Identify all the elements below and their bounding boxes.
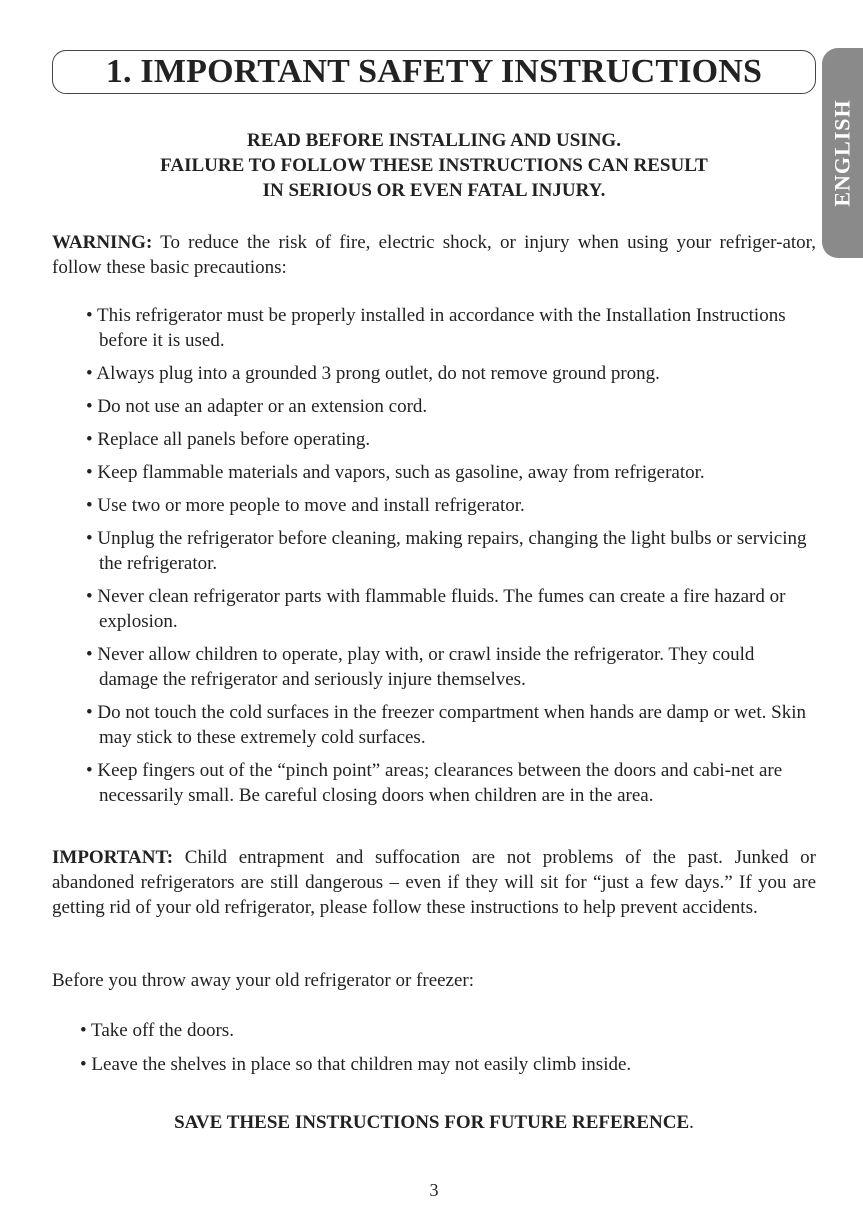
- important-text: Child entrapment and suffocation are not problems of the past. Junked or abandoned refrigerators are still dangerous – even if they will sit for “just a few days.” If you are getting rid of your old refrigerator, please follow these instructions to help prevent accidents.: [52, 847, 816, 918]
- precaution-item: • Use two or more people to move and install refrigerator.: [86, 495, 525, 516]
- read-before-line-2: FAILURE TO FOLLOW THESE INSTRUCTIONS CAN RESULT: [160, 155, 708, 176]
- precaution-item: • Keep fingers out of the “pinch point” areas; clearances between the doors and cabi-net are necessarily small. Be careful closing doors when children are in the area.: [86, 760, 783, 806]
- precaution-item: • Keep flammable materials and vapors, such as gasoline, away from refrigerator.: [86, 462, 705, 483]
- precaution-item: • Replace all panels before operating.: [86, 429, 371, 450]
- disposal-step-item: • Take off the doors.: [80, 1020, 234, 1041]
- precaution-item: • Always plug into a grounded 3 prong outlet, do not remove ground prong.: [86, 363, 660, 384]
- precaution-item: • Never clean refrigerator parts with flammable fluids. The fumes can create a fire hazard or explosion.: [86, 586, 786, 632]
- save-note-period: .: [689, 1112, 694, 1133]
- warning-label: WARNING:: [52, 232, 153, 253]
- precaution-item: • Never allow children to operate, play with, or crawl inside the refrigerator. They could damage the refrigerator and seriously injure themselves.: [86, 644, 755, 690]
- read-before-line-1: READ BEFORE INSTALLING AND USING.: [247, 130, 621, 151]
- precautions-list: [86, 303, 816, 816]
- read-before-line-3: IN SERIOUS OR EVEN FATAL INJURY.: [262, 180, 606, 201]
- warning-paragraph: [52, 230, 816, 280]
- language-tab: [822, 48, 863, 258]
- precaution-item: • Unplug the refrigerator before cleaning, making repairs, changing the light bulbs or servicing the refrigerator.: [86, 528, 807, 574]
- disposal-steps-list: [80, 1018, 810, 1086]
- disposal-step-item: • Leave the shelves in place so that children may not easily climb inside.: [80, 1054, 632, 1075]
- title-box: [52, 50, 816, 94]
- before-throw-text: Before you throw away your old refrigerator or freezer:: [52, 970, 475, 991]
- read-before-notice: [52, 128, 816, 203]
- save-note-text: SAVE THESE INSTRUCTIONS FOR FUTURE REFERENCE: [174, 1112, 690, 1133]
- precaution-item: • Do not use an adapter or an extension cord.: [86, 396, 428, 417]
- language-tab-label: ENGLISH: [829, 99, 855, 207]
- precaution-item: • Do not touch the cold surfaces in the freezer compartment when hands are damp or wet. Skin may stick to these extremely cold surfaces.: [86, 702, 806, 748]
- important-label: IMPORTANT:: [52, 847, 174, 868]
- important-paragraph: [52, 845, 816, 920]
- precaution-item: • This refrigerator must be properly installed in accordance with the Installation Instructions before it is used.: [86, 305, 786, 351]
- save-instructions-note: [52, 1110, 816, 1135]
- warning-text: To reduce the risk of fire, electric shock, or injury when using your refriger-ator, follow these basic precautions:: [52, 232, 816, 278]
- page-title: 1. IMPORTANT SAFETY INSTRUCTIONS: [105, 53, 763, 90]
- page-number: 3: [429, 1180, 439, 1200]
